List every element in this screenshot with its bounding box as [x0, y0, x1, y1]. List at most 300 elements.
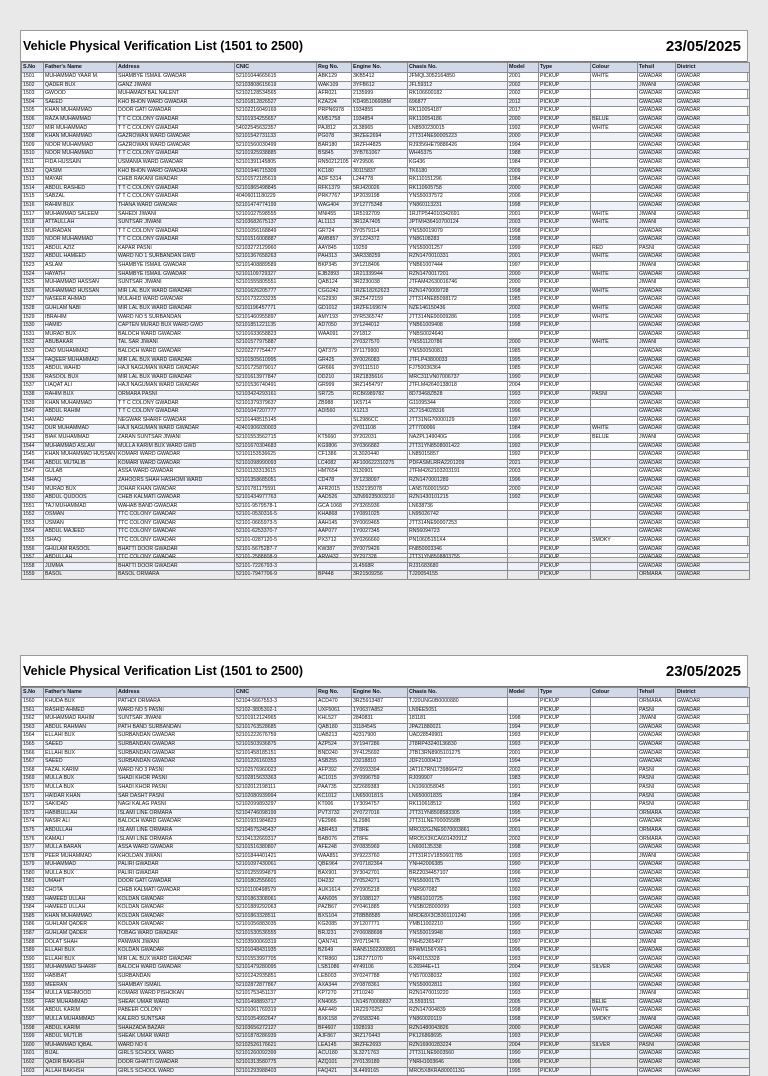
table-cell: GWADAR [676, 133, 750, 142]
table-cell: 3R2230038 [352, 279, 408, 288]
table-cell: 52101097430061 [235, 861, 317, 870]
table-cell: YNSB028000099 [408, 904, 508, 913]
table-cell: GWADAR [676, 537, 750, 546]
table-cell: HAYATH [44, 270, 117, 279]
table-cell: BRZ2034457107 [408, 869, 508, 878]
table-cell: RZN1480043826 [408, 1024, 508, 1033]
table-cell: GWADAR [638, 502, 676, 511]
table-cell: 1996 [508, 433, 539, 442]
table-cell [591, 766, 638, 775]
table-cell: BHATTI DOOR GWADAR [117, 562, 235, 571]
table-cell: QADER BUX [44, 81, 117, 90]
table-cell: PN10605151X4 [408, 537, 508, 546]
column-header: Reg No. [317, 63, 352, 73]
table-cell: GHULAM RASOOL [44, 545, 117, 554]
table-cell: 52101-7947706-9 [235, 571, 317, 580]
table-cell: 1996 [508, 408, 539, 417]
table-cell: PDFASMLRRA2201209 [408, 459, 508, 468]
table-cell: WH45375 [408, 150, 508, 159]
table-cell [591, 476, 638, 485]
table-cell: AFR2015 [317, 485, 352, 494]
table-cell: 3Y1224372 [352, 236, 408, 245]
table-cell: BAR180 [317, 141, 352, 150]
table-cell: TTC COLONY GWADAR [117, 554, 235, 563]
table-row [22, 107, 750, 116]
table-cell: 52102-3805302-1 [235, 706, 317, 715]
table-cell: ACU180 [317, 1050, 352, 1059]
table-row [22, 878, 750, 887]
table-cell: GWADAR [638, 1050, 676, 1059]
table-cell: PICKUP [539, 253, 591, 262]
table-cell: 52101109729327 [235, 270, 317, 279]
table-row [22, 150, 750, 159]
table-cell: 52101725879017 [235, 365, 317, 374]
table-cell: 52101802556601 [235, 878, 317, 887]
table-cell: GWADAR [638, 1024, 676, 1033]
table-cell: GWADAR [676, 740, 750, 749]
table-cell: ABDUL MUTLIB [44, 1033, 117, 1042]
table-cell: 1600 [22, 1041, 44, 1050]
table-cell [508, 537, 539, 546]
table-cell: 2001 [508, 253, 539, 262]
table-cell: SURBANDAN GWADAR [117, 732, 235, 741]
table-cell: NASEER AHMAD [44, 296, 117, 305]
table-cell: GWADAR [638, 528, 676, 537]
table-cell: 52101367658263 [235, 253, 317, 262]
table-cell: KHA868 [317, 511, 352, 520]
table-cell: RN40153328 [408, 955, 508, 964]
table-cell: 2000 [508, 1024, 539, 1033]
table-cell: JTT314NE90007253 [408, 519, 508, 528]
table-cell: GWADAR [676, 981, 750, 990]
table-cell: 1578 [22, 852, 44, 861]
table-cell: 1569 [22, 775, 44, 784]
table-cell: 1583 [22, 895, 44, 904]
table-cell: PASNI [638, 783, 676, 792]
table-cell: GWADAR [676, 459, 750, 468]
table-cell: 2Y6583246 [352, 1015, 408, 1024]
table-cell: AAY845 [317, 244, 352, 253]
table-cell: GWADAR [638, 322, 676, 331]
table-cell: 52101044665615 [235, 73, 317, 82]
table-cell: 19259 [352, 244, 408, 253]
table-cell: GWADAR [638, 141, 676, 150]
table-cell: T T C COLONY GWADAR [117, 150, 235, 159]
table-cell: KHAN MUHAMMAD [44, 912, 117, 921]
table-cell: 1551 [22, 502, 44, 511]
table-cell: GWADAR [676, 904, 750, 913]
table-cell: GWADAR [638, 947, 676, 956]
table-cell: YNBS0024640 [408, 330, 508, 339]
table-cell: MURADAN [44, 227, 117, 236]
table-cell: 1994 [508, 758, 539, 767]
table-cell: 1985 [508, 365, 539, 374]
table-row [22, 390, 750, 399]
table-cell: 4Y49106 [352, 964, 408, 973]
table-cell: 3KB5412 [352, 73, 408, 82]
table-cell: LC4082 [317, 459, 352, 468]
table-cell: 2003 [508, 219, 539, 228]
table-cell: YNH52365497 [408, 938, 508, 947]
table-cell: PAA735 [317, 783, 352, 792]
table-cell: 1K5714 [352, 399, 408, 408]
table-cell: MRO32GJNE9070003861 [408, 826, 508, 835]
table-cell: 1526 [22, 287, 44, 296]
table-cell: GR425 [317, 356, 352, 365]
table-cell: QASIM [44, 167, 117, 176]
table-cell: KC1012 [317, 792, 352, 801]
table-cell: MUHAMMAD ASLAM [44, 442, 117, 451]
table-cell: 1536 [22, 373, 44, 382]
table-cell: SL2986CC [352, 416, 408, 425]
table-cell: GWADAR [638, 998, 676, 1007]
table-cell: PICKUP [539, 973, 591, 982]
table-cell: 52101925938885 [235, 150, 317, 159]
table-cell: KW387 [317, 545, 352, 554]
table-cell: 52101027598555 [235, 210, 317, 219]
table-cell: 52103656272127 [235, 1024, 317, 1033]
table-cell: QAN741 [317, 938, 352, 947]
table-row [22, 921, 750, 930]
table-cell: GCA 1068 [317, 502, 352, 511]
table-cell: 1Y0891025 [352, 511, 408, 520]
table-cell: JUMMA [44, 562, 117, 571]
table-cell: KC180 [317, 167, 352, 176]
table-cell: 52101934255657 [235, 115, 317, 124]
table-cell: PICKUP [539, 115, 591, 124]
table-cell: RZN16900283224 [408, 1041, 508, 1050]
table-cell: PICKUP [539, 167, 591, 176]
table-row [22, 740, 750, 749]
table-cell: YNS51120786 [408, 339, 508, 348]
table-cell: GWADAR [676, 792, 750, 801]
table-cell: GWADAR [638, 1067, 676, 1076]
table-cell: LN6500181S [352, 792, 408, 801]
table-cell: 1594 [22, 990, 44, 999]
table-cell: MURAD BUX [44, 485, 117, 494]
table-cell [591, 158, 638, 167]
table-cell [591, 519, 638, 528]
table-cell: 1548 [22, 476, 44, 485]
sheet-date: 23/05/2025 [665, 662, 741, 680]
table-cell: 52101863328511 [235, 912, 317, 921]
table-cell: YNS5000175 [408, 878, 508, 887]
table-cell [591, 904, 638, 913]
table-cell: 52101577975887 [235, 339, 317, 348]
table-cell: BALOCH WARD GWADAR [117, 818, 235, 827]
table-cell: LN65000183S [408, 792, 508, 801]
table-cell: JTT314NE90009286 [408, 313, 508, 322]
table-row [22, 433, 750, 442]
table-cell: OSMAN [44, 511, 117, 520]
table-cell: 1995 [508, 356, 539, 365]
table-cell: 2002 [508, 90, 539, 99]
table-cell: MIR LAL BUX WARD GWADAR [117, 955, 235, 964]
table-cell: 3YR5365747 [352, 313, 408, 322]
table-cell: RAN51502200891 [352, 947, 408, 956]
table-cell: SURBANDAN [117, 973, 235, 982]
table-cell: 52102872877867 [235, 981, 317, 990]
table-cell: GWADAR [676, 921, 750, 930]
table-cell: GWADAR [676, 1033, 750, 1042]
table-cell: 1561 [22, 706, 44, 715]
table-cell: GWADAR [676, 476, 750, 485]
table-cell [591, 895, 638, 904]
table-cell: GWADAR [676, 998, 750, 1007]
table-cell: 1992 [508, 442, 539, 451]
table-cell: JTT31LNE70000558B [408, 818, 508, 827]
table-cell: GWADAR [676, 1067, 750, 1076]
table-cell: 1984 [508, 176, 539, 185]
table-cell: HAIDAR KHAN [44, 792, 117, 801]
table-cell: 1552 [22, 511, 44, 520]
table-cell [591, 1067, 638, 1076]
table-cell: BALOCH WARD GWADAR [117, 348, 235, 357]
table-cell: 1545 [22, 451, 44, 460]
table-row [22, 964, 750, 973]
table-cell: 52101505610995 [235, 356, 317, 365]
table-cell: 52101-9579578-1 [235, 502, 317, 511]
table-cell: ELLAHI BUX [44, 947, 117, 956]
table-cell: YNH42006385 [408, 861, 508, 870]
table-cell [591, 494, 638, 503]
table-cell: RJ9356HE79886426 [408, 141, 508, 150]
table-cell: PICKUP [539, 981, 591, 990]
table-cell: 54022545632357 [235, 124, 317, 133]
table-cell: BAB076 [317, 835, 352, 844]
table-cell [591, 442, 638, 451]
table-cell: 1597 [22, 1015, 44, 1024]
table-cell: RJ099907 [408, 775, 508, 784]
table-cell: PICKUP [539, 783, 591, 792]
table-cell: 1993 [508, 1033, 539, 1042]
table-cell [591, 990, 638, 999]
table-cell: L244778 [352, 176, 408, 185]
table-cell: GWADAR [676, 766, 750, 775]
table-cell: 1576 [22, 835, 44, 844]
table-cell: 52101222676759 [235, 732, 317, 741]
table-cell: GWADAR [676, 382, 750, 391]
table-cell: 1539 [22, 399, 44, 408]
table-row [22, 706, 750, 715]
table-cell: 2L5593151 [408, 998, 508, 1007]
table-cell: GWADAR [676, 373, 750, 382]
table-cell: PICKUP [539, 878, 591, 887]
table-cell: PASNI [638, 801, 676, 810]
table-cell: WARD NO 5 SURBANDAN [117, 313, 235, 322]
table-cell [508, 706, 539, 715]
table-cell [591, 792, 638, 801]
table-row [22, 365, 750, 374]
table-cell [591, 150, 638, 159]
table-cell: 3Y0111510 [352, 365, 408, 374]
table-cell: GWADAR [676, 775, 750, 784]
table-cell: BAX901 [317, 869, 352, 878]
table-cell: HAMID [44, 322, 117, 331]
table-cell [591, 955, 638, 964]
table-cell: GWADAR [676, 990, 750, 999]
table-cell: JIWANI [638, 433, 676, 442]
table-cell: 52102216049169 [235, 107, 317, 116]
table-cell: 1994 [508, 723, 539, 732]
table-cell: GWADAR [638, 554, 676, 563]
table-cell: MUHAMMAD HASSAN [44, 279, 117, 288]
table-cell: GWADAR [638, 921, 676, 930]
table-cell: GWADAR [638, 1007, 676, 1016]
table-row [22, 193, 750, 202]
table-cell: ABDUL QUDOOS [44, 494, 117, 503]
table-cell: 1544 [22, 442, 44, 451]
table-cell: 1579 [22, 861, 44, 870]
table-cell: 1557 [22, 554, 44, 563]
table-cell: PICKUP [539, 554, 591, 563]
table-cell: GWADAR [676, 451, 750, 460]
table-cell: ORMARA [638, 698, 676, 707]
table-cell: PABEER COLONY [117, 1007, 235, 1016]
table-cell: 1994 [508, 141, 539, 150]
table-cell: JFL59312 [408, 81, 508, 90]
table-cell: GWADAR [676, 801, 750, 810]
table-cell: UMAHIT [44, 878, 117, 887]
table-cell: 1990 [508, 373, 539, 382]
table-cell: ABDUL RAHIM [44, 408, 117, 417]
table-row [22, 133, 750, 142]
table-cell: 52101293988403 [235, 1067, 317, 1076]
table-cell [591, 528, 638, 537]
table-cell: 1996 [508, 869, 539, 878]
table-cell: SHADI KHOR PASNI [117, 775, 235, 784]
table-cell: NAZPL149040G [408, 433, 508, 442]
table-cell: SHAMBYE ISMAIL GWADAR [117, 262, 235, 271]
table-cell: 52101054992647 [235, 1015, 317, 1024]
table-cell [591, 973, 638, 982]
table-cell: PICKUP [539, 73, 591, 82]
table-cell: SABZAL [44, 193, 117, 202]
table-cell: RZN1470010331 [408, 253, 508, 262]
table-cell: MUHAMMAD YAAR M. [44, 73, 117, 82]
table-row [22, 801, 750, 810]
table-cell: 1585 [22, 912, 44, 921]
table-cell: GWADAR [676, 167, 750, 176]
table-row [22, 382, 750, 391]
table-cell: 2Y0524271 [352, 878, 408, 887]
table-cell: AJF867 [317, 1033, 352, 1042]
table-cell: JTT31YN8508803755 [408, 554, 508, 563]
table-cell: 2L3020440 [352, 451, 408, 460]
table-cell: 3Y0026083 [352, 356, 408, 365]
table-cell: 1988 [508, 150, 539, 159]
table-cell: MULLA BARAN [44, 844, 117, 853]
table-cell: 1992 [508, 124, 539, 133]
table-cell: 1998 [508, 287, 539, 296]
table-cell: JIWANI [638, 852, 676, 861]
table-cell: 1992 [508, 451, 539, 460]
table-cell: 3130901 [352, 468, 408, 477]
table-row [22, 210, 750, 219]
table-cell: JIWANI [638, 210, 676, 219]
column-header: Engine No. [352, 63, 408, 73]
table-cell: PICKUP [539, 176, 591, 185]
table-row [22, 912, 750, 921]
column-header: Address [117, 688, 235, 698]
table-cell [508, 511, 539, 520]
table-cell: WAHAB BAND GWADAR [117, 502, 235, 511]
table-cell: 1565 [22, 740, 44, 749]
table-cell: 1998 [508, 227, 539, 236]
sheet-title: Vehicle Physical Verification List (1501 to 2500) [23, 39, 303, 53]
table-cell: 1560 [22, 698, 44, 707]
table-cell: KP7270 [317, 990, 352, 999]
table-cell: WARD NO 1 SURBANDAN GWD [117, 253, 235, 262]
table-cell: 1993 [508, 390, 539, 399]
table-cell [591, 1033, 638, 1042]
table-cell: 52103272129960 [235, 244, 317, 253]
table-cell: 1523 [22, 262, 44, 271]
table-row [22, 451, 750, 460]
table-cell: YN860020119 [408, 1015, 508, 1024]
table-cell: 1540 [22, 408, 44, 417]
table-cell: PICKUP [539, 698, 591, 707]
table-cell: PASNI [638, 706, 676, 715]
column-header: Tehsil [638, 688, 676, 698]
table-cell: 2Y0139189 [352, 1058, 408, 1067]
table-cell: BF4607 [317, 1024, 352, 1033]
table-row [22, 758, 750, 767]
table-cell: PICKUP [539, 81, 591, 90]
table-row [22, 1067, 750, 1076]
table-cell: GWADAR [638, 955, 676, 964]
table-cell: 52101626205777 [235, 287, 317, 296]
table-cell: GWADAR [676, 442, 750, 451]
table-cell: FAQEER MUHAMMAD [44, 356, 117, 365]
table-cell: 52101255994879 [235, 869, 317, 878]
table-cell: GWADAR [676, 141, 750, 150]
table-cell: 1596 [22, 1007, 44, 1016]
table-cell: 1999 [508, 244, 539, 253]
table-cell: YNS50037572 [408, 193, 508, 202]
table-cell: 52101946715309 [235, 167, 317, 176]
table-cell: PICKUP [539, 964, 591, 973]
table-cell: GWADAR [676, 236, 750, 245]
table-cell: ZARAN SUNTSAR JIWANI [117, 433, 235, 442]
table-cell: PICKUP [539, 818, 591, 827]
column-header: Engine No. [352, 688, 408, 698]
table-cell: RK106600182 [408, 90, 508, 99]
table-cell: 1587 [22, 930, 44, 939]
table-cell: JIWANI [638, 990, 676, 999]
table-cell: JFMQL3052164850 [408, 73, 508, 82]
table-cell: 52101-6253370-7 [235, 528, 317, 537]
table-cell: ADF 5314 [317, 176, 352, 185]
table-cell: 5RJ420026 [352, 184, 408, 193]
sheet-header [21, 31, 747, 62]
table-cell: GULAB [44, 468, 117, 477]
table-cell: 52101-0530316-5 [235, 511, 317, 520]
table-cell: 1R21339944 [352, 270, 408, 279]
table-cell: SHAMBYE ISMAIL GWADAR [117, 73, 235, 82]
table-cell [591, 732, 638, 741]
table-cell: 52101391145805 [235, 158, 317, 167]
table-cell: PICKUP [539, 706, 591, 715]
table-cell: PICKUP [539, 861, 591, 870]
table-cell: DOOR GHATTI GWADAR [117, 1058, 235, 1067]
table-cell: LN600135338 [408, 844, 508, 853]
table-cell: GWADAR [638, 476, 676, 485]
table-cell: MIR LAL BUX WARD GWADAR [117, 373, 235, 382]
table-cell: LEB003 [317, 973, 352, 982]
table-cell: LAN576000156D [408, 485, 508, 494]
table-cell: 1553 [22, 519, 44, 528]
